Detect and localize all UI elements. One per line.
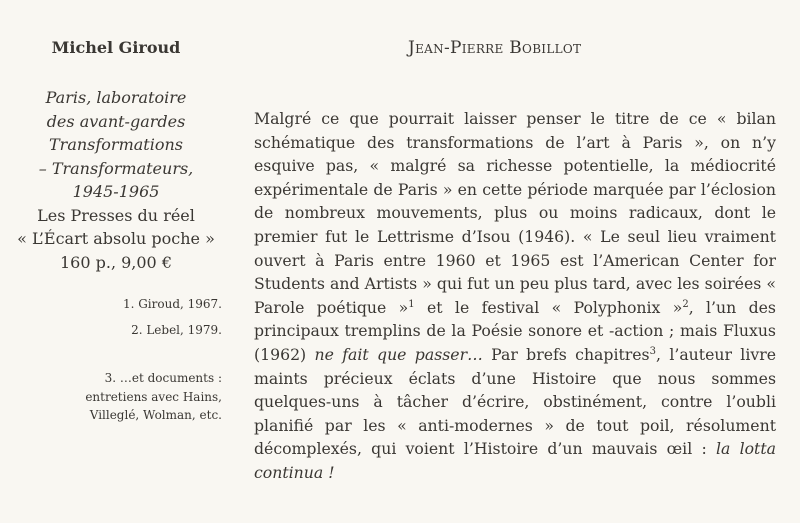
footnote-2: 2. Lebel, 1979.: [131, 323, 222, 337]
book-title-line: des avant-gardes: [46, 111, 186, 131]
review-italic-closing: la lotta continua !: [254, 439, 777, 482]
book-publisher: Les Presses du réel: [37, 205, 195, 225]
book-title-line: – Transformateurs,: [38, 158, 194, 178]
review-text: , l’auteur livre maints précieux éclats d’une Histoire que nous sommes quelques-uns à tâcher d’écrire, obstinément, contre l’oubli planifié par les « anti-modernes » de tout poil, résolument décomplexés, qui voient l’Histoire d’un mauvais œil :: [254, 344, 776, 459]
book-collection: « L’Écart absolu poche »: [17, 229, 215, 248]
book-title-line: Transformations: [49, 135, 183, 154]
book-title-line: Paris, laboratoire: [45, 88, 187, 107]
footnote-3-line: Villeglé, Wolman, etc.: [89, 408, 222, 422]
review-italic: ne fait que passer…: [314, 344, 483, 364]
review-paragraph: [254, 107, 776, 485]
book-pages-price: 160 p., 9,00 €: [59, 252, 172, 272]
footnote-3-line: entretiens avec Hains,: [85, 389, 222, 404]
footnote-3-line: 3. …et documents :: [104, 371, 222, 385]
review-text: Malgré ce que pourrait laisser penser le titre de ce « bilan schématique des transformations de l’art à Paris », on n’y esquive pas, « malgré sa richesse potentielle, la médiocrité expérimentale de Paris » en cette période marquée par l’éclosion de nombreux mouvements, plus ou moins radicaux, dont le premier fut le Lettrisme d’Isou (1946). « Le seul lieu vraiment ouvert à Paris entre 1960 et 1965 est l’American Center for Students and Artists » qui fut un peu plus tard, avec les soirées « Parole poétique »: [254, 109, 776, 317]
footnote-ref-1: 1: [408, 298, 415, 310]
footnote-ref-2: 2: [682, 298, 689, 310]
reviewer-name: Jean-Pierre Bobillot: [408, 38, 582, 58]
review-text: et le festival « Polyphonix »: [414, 297, 683, 317]
footnote-ref-3: 3: [649, 345, 656, 357]
review-body: [254, 107, 776, 485]
footnote-1: 1. Giroud, 1967.: [122, 297, 222, 311]
footnote-3: [0, 369, 222, 425]
review-text: , l’un des principaux tremplins de la Poésie sonore et -action ; mais Fluxus (1962): [254, 297, 776, 364]
review-text: Par brefs chapitres: [482, 344, 650, 364]
book-details: [0, 86, 232, 274]
book-title-line: 1945-1965: [72, 182, 160, 201]
book-author: Michel Giroud: [51, 38, 181, 57]
